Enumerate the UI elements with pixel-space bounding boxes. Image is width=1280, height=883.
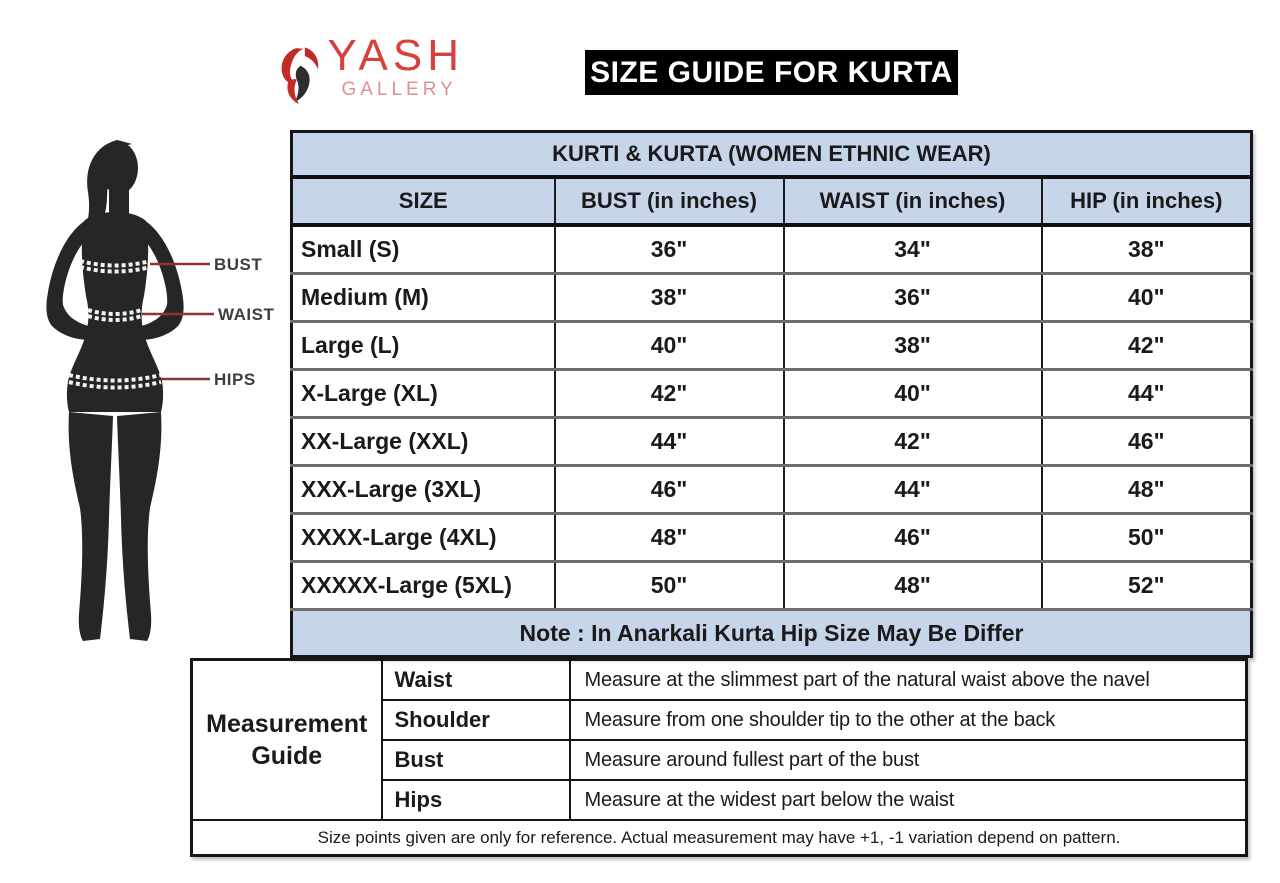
- size-table-note: Note : In Anarkali Kurta Hip Size May Be Differ: [292, 610, 1252, 657]
- waist-cell: 44": [784, 466, 1042, 514]
- col-header-bust: BUST (in inches): [555, 177, 784, 225]
- description-cell: Measure around fullest part of the bust: [570, 740, 1247, 780]
- size-table-header-row: [292, 177, 1252, 225]
- description-cell: Measure at the widest part below the waist: [570, 780, 1247, 820]
- waist-cell: 42": [784, 418, 1042, 466]
- bust-cell: 38": [555, 274, 784, 322]
- table-row: [292, 225, 1252, 274]
- table-row: [292, 418, 1252, 466]
- table-row: [292, 322, 1252, 370]
- woman-silhouette-icon: [22, 136, 282, 646]
- part-cell: Shoulder: [382, 700, 570, 740]
- size-cell: XX-Large (XXL): [292, 418, 555, 466]
- brand-logo-icon: [274, 34, 325, 118]
- part-cell: Bust: [382, 740, 570, 780]
- bust-cell: 50": [555, 562, 784, 610]
- measurement-guide-footnote: Size points given are only for reference. Actual measurement may have +1, -1 variation depend on pattern.: [192, 820, 1247, 856]
- brand-name: YASH: [327, 31, 464, 80]
- measurement-figure: [22, 136, 282, 646]
- col-header-hip: HIP (in inches): [1042, 177, 1252, 225]
- table-row: [292, 466, 1252, 514]
- hip-cell: 38": [1042, 225, 1252, 274]
- measurement-guide-table: [190, 658, 1248, 857]
- waist-label: WAIST: [218, 305, 275, 324]
- bust-cell: 44": [555, 418, 784, 466]
- waist-cell: 40": [784, 370, 1042, 418]
- size-cell: XXXXX-Large (5XL): [292, 562, 555, 610]
- hip-cell: 46": [1042, 418, 1252, 466]
- hip-cell: 44": [1042, 370, 1252, 418]
- bust-cell: 48": [555, 514, 784, 562]
- hip-cell: 52": [1042, 562, 1252, 610]
- hips-label: HIPS: [214, 370, 256, 389]
- bust-cell: 46": [555, 466, 784, 514]
- waist-cell: 38": [784, 322, 1042, 370]
- table-row: [292, 562, 1252, 610]
- brand-subname: GALLERY: [341, 79, 457, 100]
- size-cell: XXXX-Large (4XL): [292, 514, 555, 562]
- size-cell: Small (S): [292, 225, 555, 274]
- size-table-title: KURTI & KURTA (WOMEN ETHNIC WEAR): [292, 132, 1252, 178]
- brand-logo: [274, 31, 464, 118]
- size-cell: X-Large (XL): [292, 370, 555, 418]
- waist-cell: 48": [784, 562, 1042, 610]
- table-row: [192, 660, 1247, 701]
- waist-cell: 46": [784, 514, 1042, 562]
- hip-cell: 42": [1042, 322, 1252, 370]
- description-cell: Measure at the slimmest part of the natural waist above the navel: [570, 660, 1247, 701]
- col-header-waist: WAIST (in inches): [784, 177, 1042, 225]
- table-row: [292, 514, 1252, 562]
- part-cell: Waist: [382, 660, 570, 701]
- bust-cell: 36": [555, 225, 784, 274]
- description-cell: Measure from one shoulder tip to the other at the back: [570, 700, 1247, 740]
- hip-cell: 48": [1042, 466, 1252, 514]
- page-title: SIZE GUIDE FOR KURTA: [585, 50, 958, 95]
- col-header-size: SIZE: [292, 177, 555, 225]
- hip-cell: 50": [1042, 514, 1252, 562]
- size-cell: Large (L): [292, 322, 555, 370]
- size-cell: Medium (M): [292, 274, 555, 322]
- table-row: [292, 274, 1252, 322]
- bust-label: BUST: [214, 255, 263, 274]
- size-cell: XXX-Large (3XL): [292, 466, 555, 514]
- waist-cell: 36": [784, 274, 1042, 322]
- measurement-guide-title: Measurement Guide: [192, 660, 382, 821]
- bust-cell: 40": [555, 322, 784, 370]
- hip-cell: 40": [1042, 274, 1252, 322]
- bust-cell: 42": [555, 370, 784, 418]
- part-cell: Hips: [382, 780, 570, 820]
- size-chart-table: [290, 130, 1253, 658]
- table-row: [292, 370, 1252, 418]
- waist-cell: 34": [784, 225, 1042, 274]
